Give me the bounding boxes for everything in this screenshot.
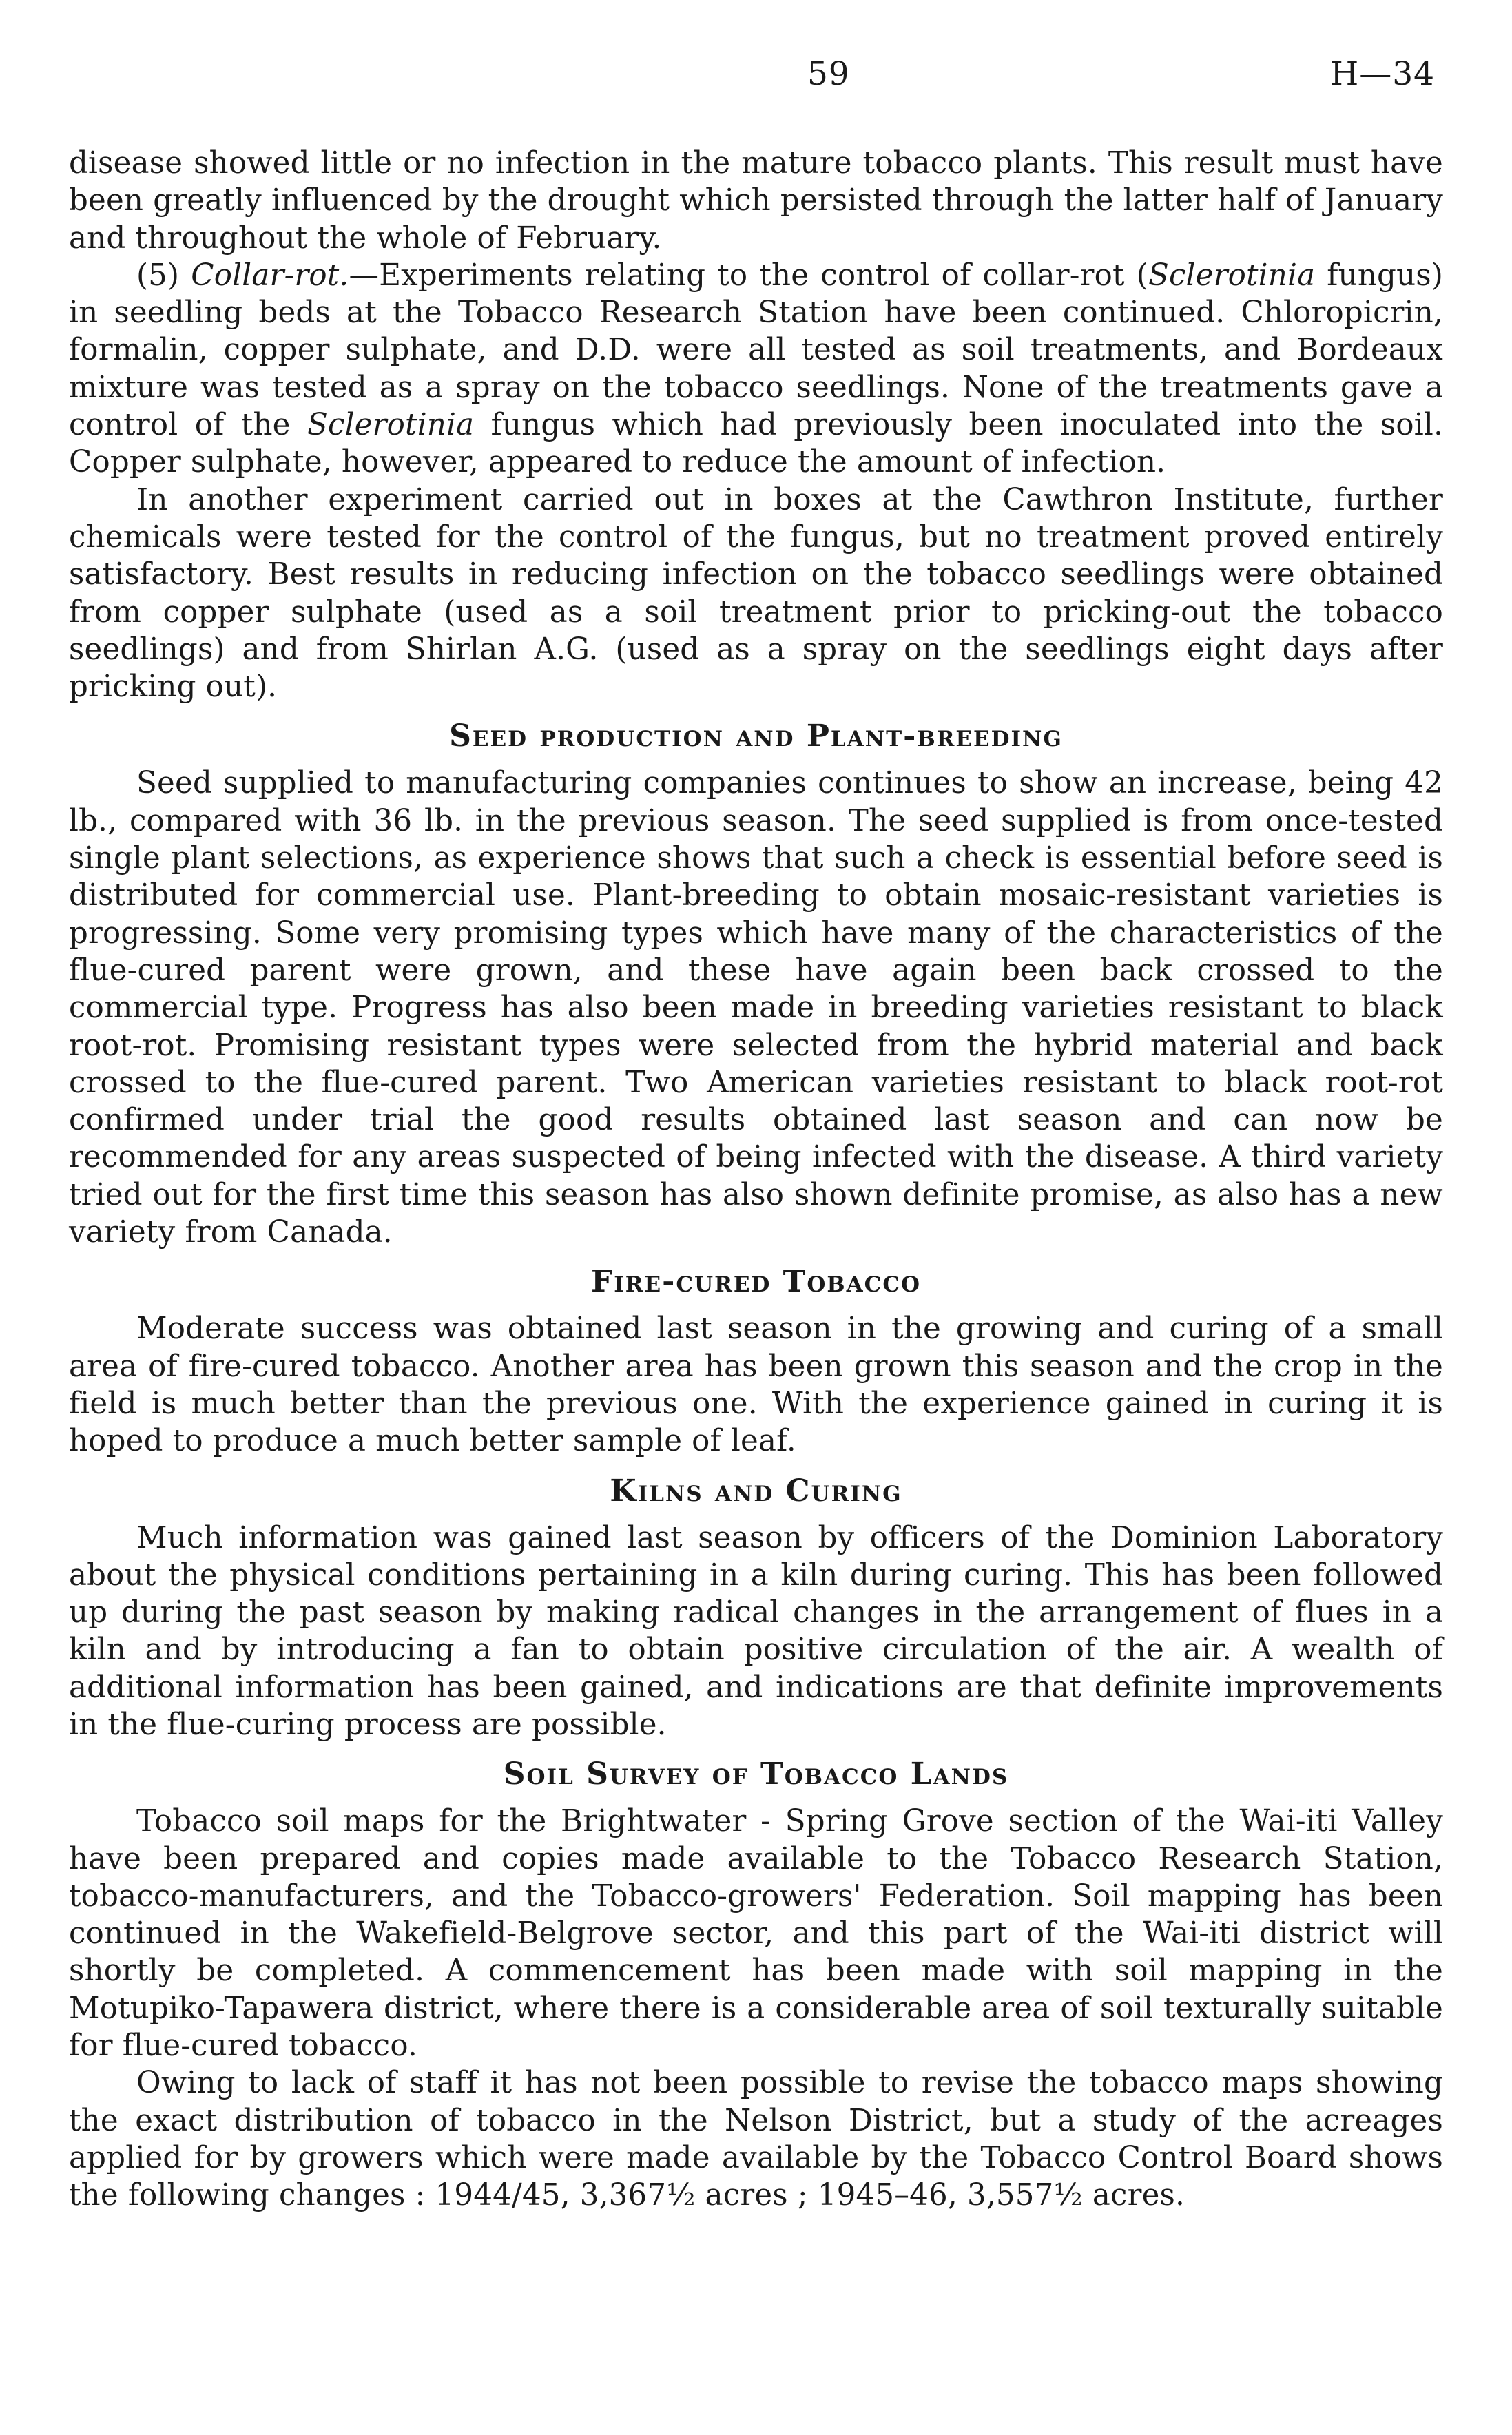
running-header: [69, 55, 1443, 103]
body-text: [69, 145, 1443, 2215]
collar-rot-paragraph: [69, 257, 1443, 481]
fire-cured-paragraph: Moderate success was obtained last season in the growing and curing of a small area of fire-cured tobacco. Another area has been grown this season and the crop in the field is much better than the previous one. With the experience gained in curing it is hoped to produce a much better sample of leaf.: [69, 1312, 1443, 1459]
collar-rot-text-b: fungus) in seedling beds at the Tobacco Research Station have been continued. Chloropicrin, formalin, copper sulphate, and D.D. were all tested as soil treatments, and Bordeaux mixture was tested as a spray on the tobacco seedlings. None of the treatments gave a control of the: [69, 258, 1443, 443]
fungus-name: Sclerotinia: [1148, 258, 1316, 293]
seed-production-paragraph: Seed supplied to manufacturing companies continues to show an increase, being 42 lb., compared with 36 lb. in the previous season. The seed supplied is from once-tested single plant selections, as experience shows that such a check is essential before seed is distributed for commercial use. Plant-breeding to obtain mosaic-resistant varieties is progressing. Some very promising types which have many of the characteristics of the flue-cured parent were grown, and these have again been back crossed to the commercial type. Progress has also been made in breeding varieties resistant to black root-rot. Promising resistant types were selected from the hybrid material and back crossed to the flue-cured parent. Two American varieties resistant to black root-rot confirmed under trial the good results obtained last season and can now be recommended for any areas suspected of being infected with the disease. A third variety tried out for the first time this season has also shown definite promise, as also has a new variety from Canada.: [69, 766, 1443, 1250]
document-reference: H—34: [1330, 55, 1435, 93]
collar-rot-text-c: fungus which had previously been inoculated into the soil. Copper sulphate, however, appeared to reduce the amount of infection.: [69, 408, 1443, 480]
continuation-paragraph: disease showed little or no infection in the mature tobacco plants. This result must have been greatly influenced by the drought which persisted through the latter half of January and throughout the whole of February.: [69, 146, 1443, 256]
soil-survey-heading: Soil Survey of Tobacco Lands: [503, 1757, 1009, 1792]
fungus-name-2: Sclerotinia: [307, 408, 475, 443]
cawthron-paragraph: In another experiment carried out in boxes at the Cawthron Institute, further chemicals were tested for the control of the fungus, but no treatment proved entirely satisfactory. Best results in reducing infection on the tobacco seedlings were obtained from copper sulphate (used as a soil treatment prior to pricking-out the tobacco seedlings) and from Shirlan A.G. (used as a spray on the seedlings eight days after pricking out).: [69, 482, 1443, 705]
seed-production-heading: Seed production and Plant-breeding: [449, 718, 1063, 754]
soil-survey-paragraph-1: Tobacco soil maps for the Brightwater - Spring Grove section of the Wai-iti Valley have been prepared and copies made available to the Tobacco Research Station, tobacco-manufacturers, and the Tobacco-growers' Federation. Soil mapping has been continued in the Wakefield-Belgrove sector, and this part of the Wai-iti district will shortly be completed. A commencement has been made with soil mapping in the Motupiko-Tapawera district, where there is a considerable area of soil texturally suitable for flue-cured tobacco.: [69, 1804, 1443, 2064]
kilns-curing-paragraph: Much information was gained last season by officers of the Dominion Laboratory about the physical conditions pertaining in a kiln during curing. This has been followed up during the past season by making radical changes in the arrangement of flues in a kiln and by introducing a fan to obtain positive circulation of the air. A wealth of additional information has been gained, and indications are that definite improvements in the flue-curing process are possible.: [69, 1520, 1443, 1742]
collar-rot-label: Collar-rot.: [191, 258, 349, 293]
collar-rot-text-a: —Experiments relating to the control of collar-rot (: [349, 258, 1148, 293]
fire-cured-heading: Fire-cured Tobacco: [590, 1264, 922, 1300]
page-number: 59: [807, 55, 850, 93]
collar-rot-number: (5): [136, 258, 191, 293]
soil-survey-paragraph-2: Owing to lack of staff it has not been possible to revise the tobacco maps showing the exact distribution of tobacco in the Nelson District, but a study of the acreages applied for by growers which were made available by the Tobacco Control Board shows the following changes : 1944/45, 3,367½ acres ; 1945–46, 3,557½ acres.: [69, 2066, 1443, 2213]
kilns-curing-heading: Kilns and Curing: [610, 1473, 902, 1509]
